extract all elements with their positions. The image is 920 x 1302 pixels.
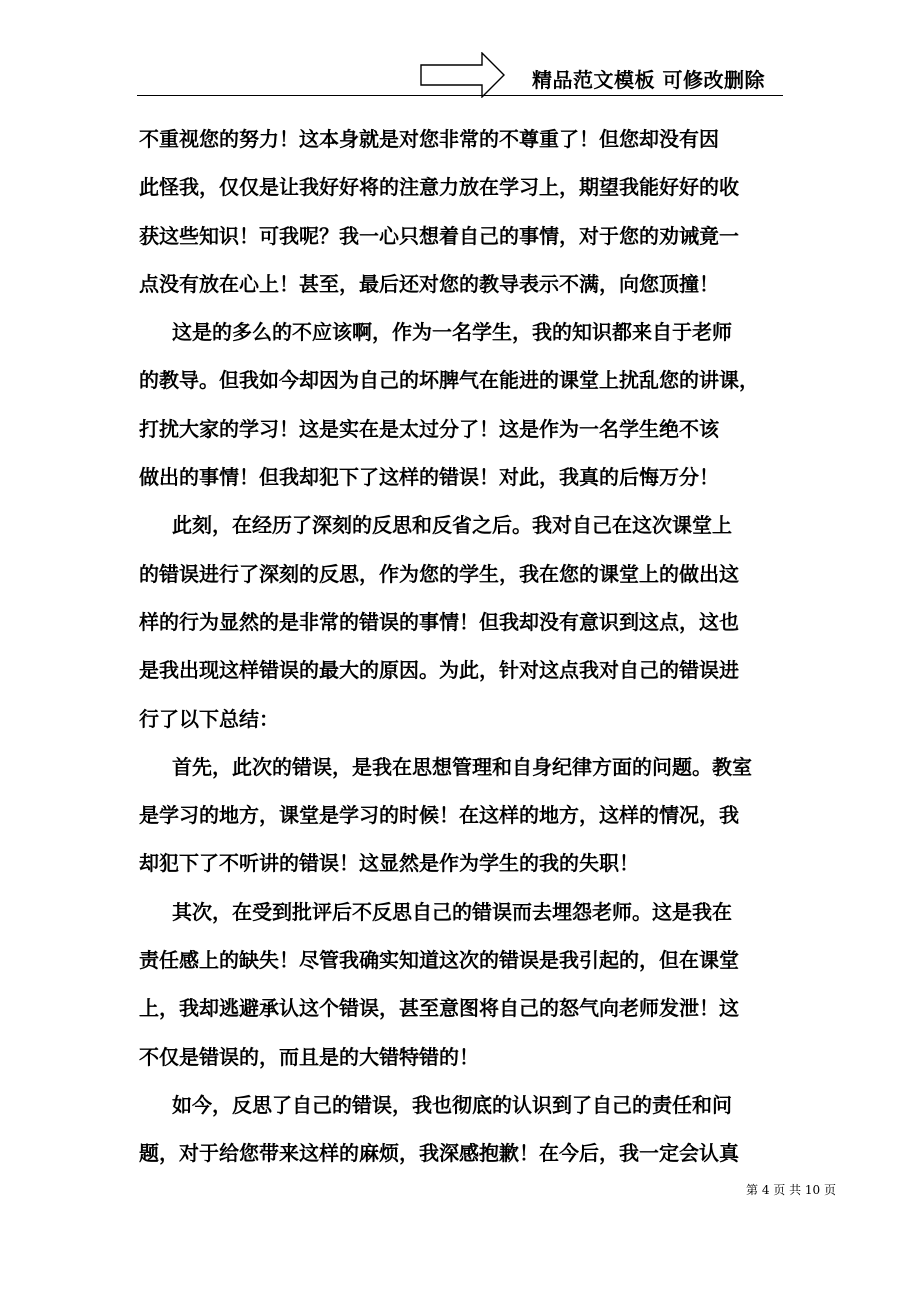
- paragraph-start-line: 这是的多么的不应该啊，作为一名学生，我的知识都来自于老师: [172, 320, 732, 345]
- page-number: 第 4 页 共 10 页: [746, 1183, 836, 1197]
- text-line: 是学习的地方，课堂是学习的时候！在这样的地方，这样的情况，我: [139, 803, 739, 828]
- text-line: 的教导。但我如今却因为自己的坏脾气在能进的课堂上扰乱您的讲课，: [139, 368, 759, 393]
- paragraph-start-line: 此刻，在经历了深刻的反思和反省之后。我对自己在这次课堂上: [172, 513, 732, 538]
- text-line: 责任感上的缺失！尽管我确实知道这次的错误是我引起的，但在课堂: [139, 948, 739, 973]
- document-body: [139, 115, 784, 1178]
- text-line: 打扰大家的学习！这是实在是太过分了！这是作为一名学生绝不该: [139, 416, 719, 441]
- text-line: 是我出现这样错误的最大的原因。为此，针对这点我对自己的错误进: [139, 658, 739, 683]
- text-line: 的错误进行了深刻的反思，作为您的学生，我在您的课堂上的做出这: [139, 561, 739, 586]
- text-line: 上，我却逃避承认这个错误，甚至意图将自己的怒气向老师发泄！这: [139, 996, 739, 1021]
- text-line: 不重视您的努力！这本身就是对您非常的不尊重了！但您却没有因: [139, 127, 719, 151]
- paragraph-start-line: 首先，此次的错误，是我在思想管理和自身纪律方面的问题。教室: [172, 754, 752, 779]
- text-line: 题，对于给您带来这样的麻烦，我深感抱歉！在今后，我一定会认真: [139, 1141, 739, 1166]
- text-line: 点没有放在心上！甚至，最后还对您的教导表示不满，向您顶撞！: [139, 271, 719, 296]
- text-line: 做出的事情！但我却犯下了这样的错误！对此，我真的后悔万分！: [139, 465, 719, 490]
- right-arrow-icon: [420, 52, 506, 98]
- text-line: 不仅是错误的，而且是的大错特错的！: [139, 1044, 479, 1069]
- header-title: 精品范文模板 可修改删除: [532, 68, 765, 92]
- text-line: 行了以下总结：: [139, 706, 279, 731]
- header-divider: [137, 95, 783, 96]
- text-line: 却犯下了不听讲的错误！这显然是作为学生的我的失职！: [139, 851, 639, 876]
- page-header: [0, 0, 920, 100]
- paragraph-start-line: 其次，在受到批评后不反思自己的错误而去埋怨老师。这是我在: [172, 899, 732, 924]
- text-line: 样的行为显然的是非常的错误的事情！但我却没有意识到这点，这也: [139, 609, 739, 634]
- text-line: 获这些知识！可我呢？我一心只想着自己的事情，对于您的劝诫竟一: [139, 223, 739, 248]
- text-line: 此怪我，仅仅是让我好好将的注意力放在学习上，期望我能好好的收: [139, 175, 739, 200]
- paragraph-start-line: 如今，反思了自己的错误，我也彻底的认识到了自己的责任和问: [172, 1092, 732, 1117]
